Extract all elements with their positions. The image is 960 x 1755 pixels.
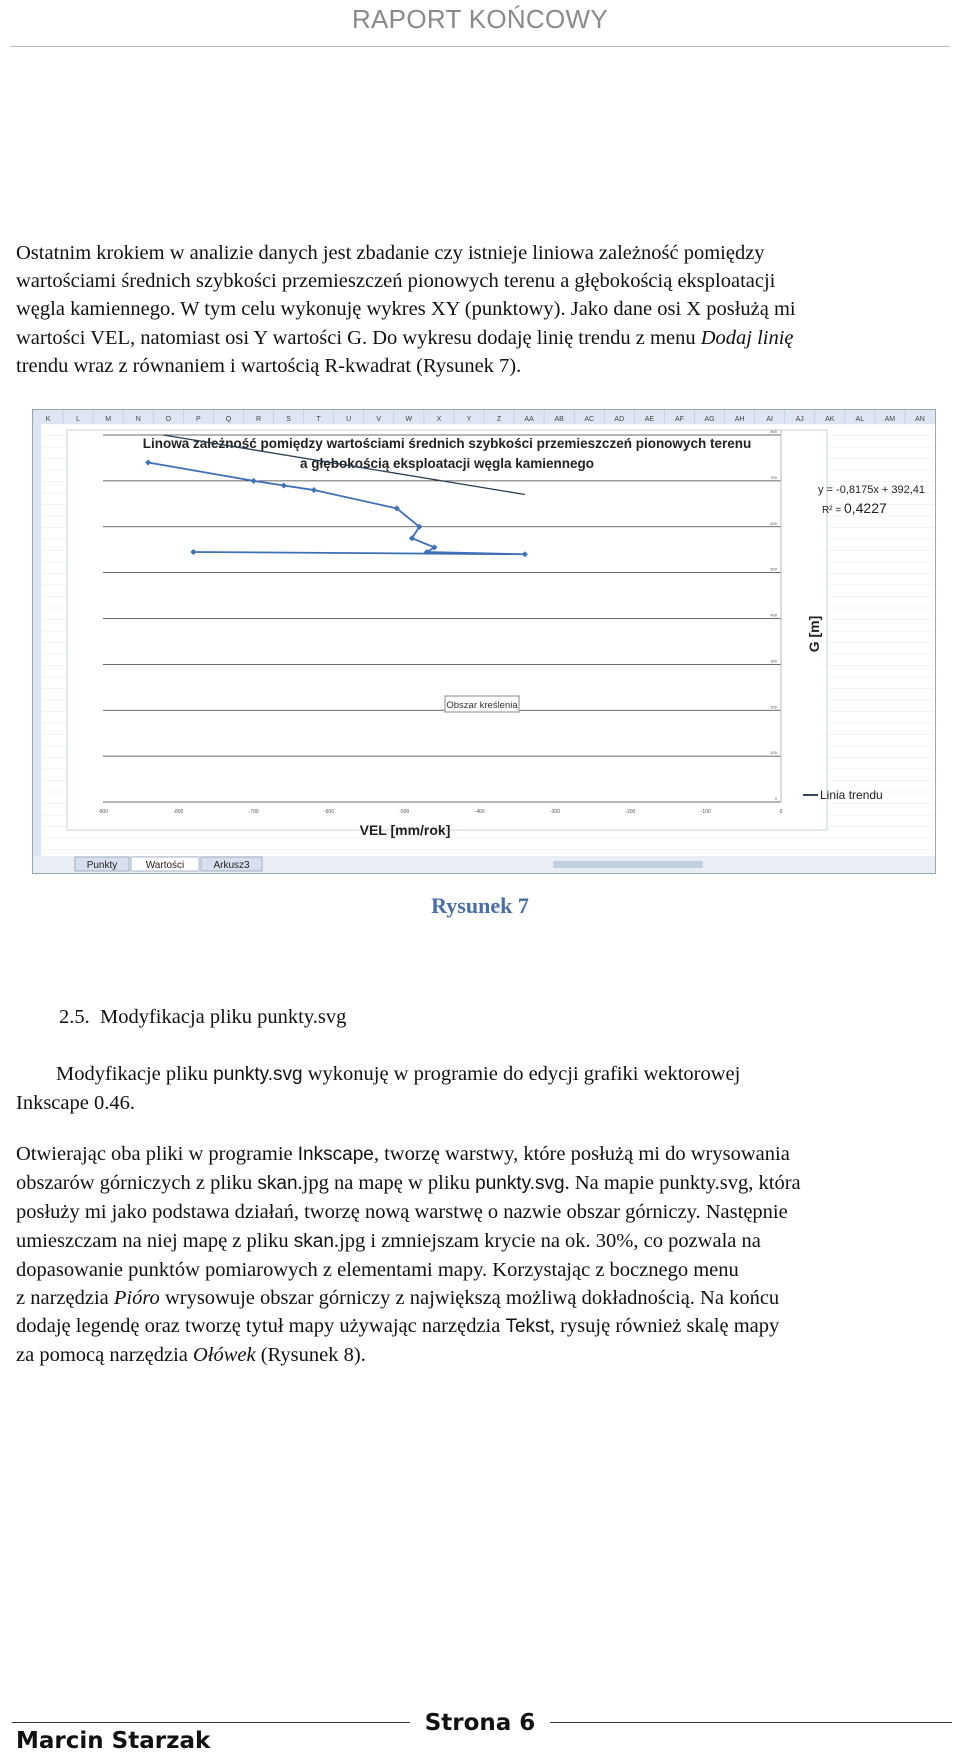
text-run: , tworzę warstwy, które posłużą mi do wrysowania [373, 1143, 790, 1165]
paragraph-line [16, 1341, 942, 1369]
tool-name: Pióro [113, 1287, 160, 1310]
sheet-tabs[interactable] [75, 857, 262, 871]
paragraph-line [16, 1140, 942, 1169]
text-run: dodaję legendę oraz tworzę tytuł mapy używając narzędzia [16, 1315, 506, 1338]
r-squared: R² = 0,4227 [822, 500, 887, 516]
text-run: Modyfikacje pliku [56, 1063, 214, 1085]
x-tick-label: -900 [97, 809, 109, 815]
section-number: 2.5. [59, 1006, 90, 1028]
row-header-bar [33, 424, 41, 860]
paragraph-line [16, 324, 942, 352]
column-header[interactable]: Q [225, 416, 232, 423]
column-header[interactable]: AH [734, 416, 745, 423]
page-number: Strona 6 [410, 1710, 550, 1736]
column-header[interactable]: AG [704, 416, 715, 423]
paragraph-line [16, 1312, 942, 1341]
x-tick-label: -200 [625, 809, 636, 815]
y-tick-label: 0 [774, 796, 777, 801]
chart-svg [33, 410, 935, 873]
y-tick-label: 800 [770, 429, 777, 434]
chart-title: a głębokością eksploatacji węgla kamiennego [299, 456, 595, 471]
text-run: obszarów górniczych z pliku [16, 1172, 258, 1195]
text-run: (Rysunek 8). [255, 1344, 366, 1367]
text-run: .jpg i zmniejszam krycie na ok. 30%, co pozwala na [333, 1229, 761, 1252]
column-header[interactable]: AE [644, 416, 655, 423]
column-header[interactable]: AF [674, 416, 684, 423]
chart-area [67, 430, 827, 830]
x-tick-label: -600 [323, 809, 335, 815]
paragraph-modification [16, 1060, 942, 1117]
plot-area-tooltip: Obszar kreślenia [446, 700, 518, 711]
text-run: wartości VEL, natomiast osi Y wartości G. Do wykresu dodaję linię trendu z menu [16, 326, 701, 349]
column-header[interactable]: AI [766, 416, 773, 423]
text-run: , rysuję również skalę mapy [549, 1315, 780, 1338]
column-header[interactable]: X [436, 416, 442, 423]
paragraph-line: trendu wraz z równaniem i wartością R-kwadrat (Rysunek 7). [16, 354, 522, 377]
tool-name: Ołówek [192, 1344, 256, 1367]
section-heading [59, 1006, 346, 1029]
column-header[interactable]: P [196, 416, 201, 423]
column-header[interactable]: V [376, 416, 382, 423]
x-axis-label: VEL [mm/rok] [359, 822, 451, 838]
paragraph-line [16, 1227, 942, 1256]
filename: skan [257, 1173, 298, 1195]
menu-name: Dodaj linię [700, 326, 794, 349]
y-tick-label: 500 [770, 566, 777, 572]
text-run: wrysowuje obszar górniczy z największą możliwą dokładnością. Na końcu [159, 1287, 780, 1310]
paragraph-line: Ostatnim krokiem w analizie danych jest zbadanie czy istnieje liniowa zależność pomiędzy [16, 242, 765, 264]
y-tick-label: 700 [770, 474, 777, 480]
column-header[interactable]: AN [915, 416, 925, 423]
text-run: umieszczam na niej mapę z pliku [16, 1229, 294, 1252]
column-header[interactable]: AJ [795, 416, 804, 423]
y-tick-label: 200 [770, 704, 777, 710]
column-header[interactable]: L [76, 416, 81, 423]
column-header[interactable]: AC [584, 416, 595, 423]
section-title: Modyfikacja pliku punkty.svg [100, 1006, 347, 1028]
excel-chart-screenshot [32, 409, 936, 874]
column-header[interactable]: Y [466, 416, 472, 423]
y-axis-label: G [m] [806, 615, 822, 653]
x-tick-label: -400 [474, 809, 485, 815]
column-header[interactable]: U [346, 416, 352, 423]
x-tick-label: 0 [779, 809, 783, 815]
sheet-tab-label[interactable]: Wartości [145, 860, 185, 871]
paragraph-line: Inkscape 0.46. [16, 1092, 135, 1115]
paragraph-line: dopasowanie punktów pomiarowych z elementami mapy. Korzystając z bocznego menu [16, 1258, 739, 1281]
column-header[interactable]: W [405, 416, 413, 423]
y-tick-label: 600 [770, 520, 777, 526]
page-header: RAPORT KOŃCOWY [351, 4, 609, 34]
column-header[interactable]: O [165, 416, 172, 423]
x-tick-label: -700 [248, 809, 259, 815]
column-header[interactable]: S [286, 416, 291, 423]
column-header[interactable]: AA [524, 416, 534, 423]
filename: skan [293, 1230, 334, 1252]
horizontal-scrollbar-thumb[interactable] [553, 861, 703, 868]
program-name: Inkscape [297, 1144, 374, 1165]
x-tick-label: -800 [173, 809, 184, 815]
text-run: . Na mapie punkty.svg, która [564, 1172, 801, 1195]
text-run: Otwierając oba pliki w programie [16, 1143, 298, 1165]
column-header[interactable]: R [255, 416, 262, 423]
paragraph-intro [16, 239, 942, 380]
x-tick-label: -500 [399, 809, 410, 815]
column-header[interactable]: AB [554, 416, 564, 423]
sheet-tab-label[interactable]: Punkty [86, 860, 118, 871]
paragraph-line [16, 1060, 942, 1089]
text-run: z narzędzia [16, 1287, 114, 1310]
column-header[interactable]: K [45, 416, 51, 423]
chart-title: Linowa zależność pomiędzy wartościami średnich szybkości przemieszczeń pionowych terenu [142, 436, 752, 451]
text-run: wykonuję w programie do edycji grafiki wektorowej [302, 1063, 741, 1085]
paragraph-line: posłuży mi jako podstawa działań, tworzę nową warstwę o nazwie obszar górniczy. Następnie [16, 1201, 788, 1224]
column-header[interactable]: T [316, 416, 321, 423]
column-header[interactable]: Z [496, 416, 502, 423]
paragraph-steps [16, 1140, 942, 1370]
trend-equation: y = -0,8175x + 392,41 [818, 484, 926, 496]
tool-name: Tekst [505, 1316, 550, 1338]
y-tick-label: 400 [770, 612, 777, 618]
column-header[interactable]: AL [855, 416, 865, 423]
filename: punkty.svg [475, 1173, 565, 1195]
legend-label: Linia trendu [820, 788, 883, 802]
y-tick-label: 100 [770, 750, 777, 756]
sheet-tab-label[interactable]: Arkusz3 [213, 860, 250, 871]
column-header[interactable]: AK [825, 416, 835, 423]
column-header[interactable]: M [105, 416, 112, 423]
text-run: za pomocą narzędzia [16, 1344, 193, 1367]
y-tick-label: 300 [770, 658, 777, 664]
filename: punkty.svg [213, 1064, 303, 1085]
x-tick-label: -100 [700, 809, 711, 815]
paragraph-line [16, 1284, 942, 1312]
paragraph-line: węgla kamiennego. W tym celu wykonuję wykres XY (punktowy). Jako dane osi X posłużą mi [16, 298, 796, 321]
figure-caption: Rysunek 7 [431, 893, 529, 918]
column-header[interactable]: AD [614, 416, 625, 423]
header-divider [10, 46, 950, 47]
column-header[interactable]: AM [884, 416, 896, 423]
text-run: .jpg na mapę w pliku [297, 1172, 476, 1195]
paragraph-line: wartościami średnich szybkości przemieszczeń pionowych terenu a głębokością eksploatacji [16, 270, 776, 293]
column-header[interactable]: N [135, 416, 141, 423]
paragraph-line [16, 1169, 942, 1198]
x-tick-label: -300 [549, 809, 561, 815]
author-name: Marcin Starzak [16, 1728, 211, 1754]
